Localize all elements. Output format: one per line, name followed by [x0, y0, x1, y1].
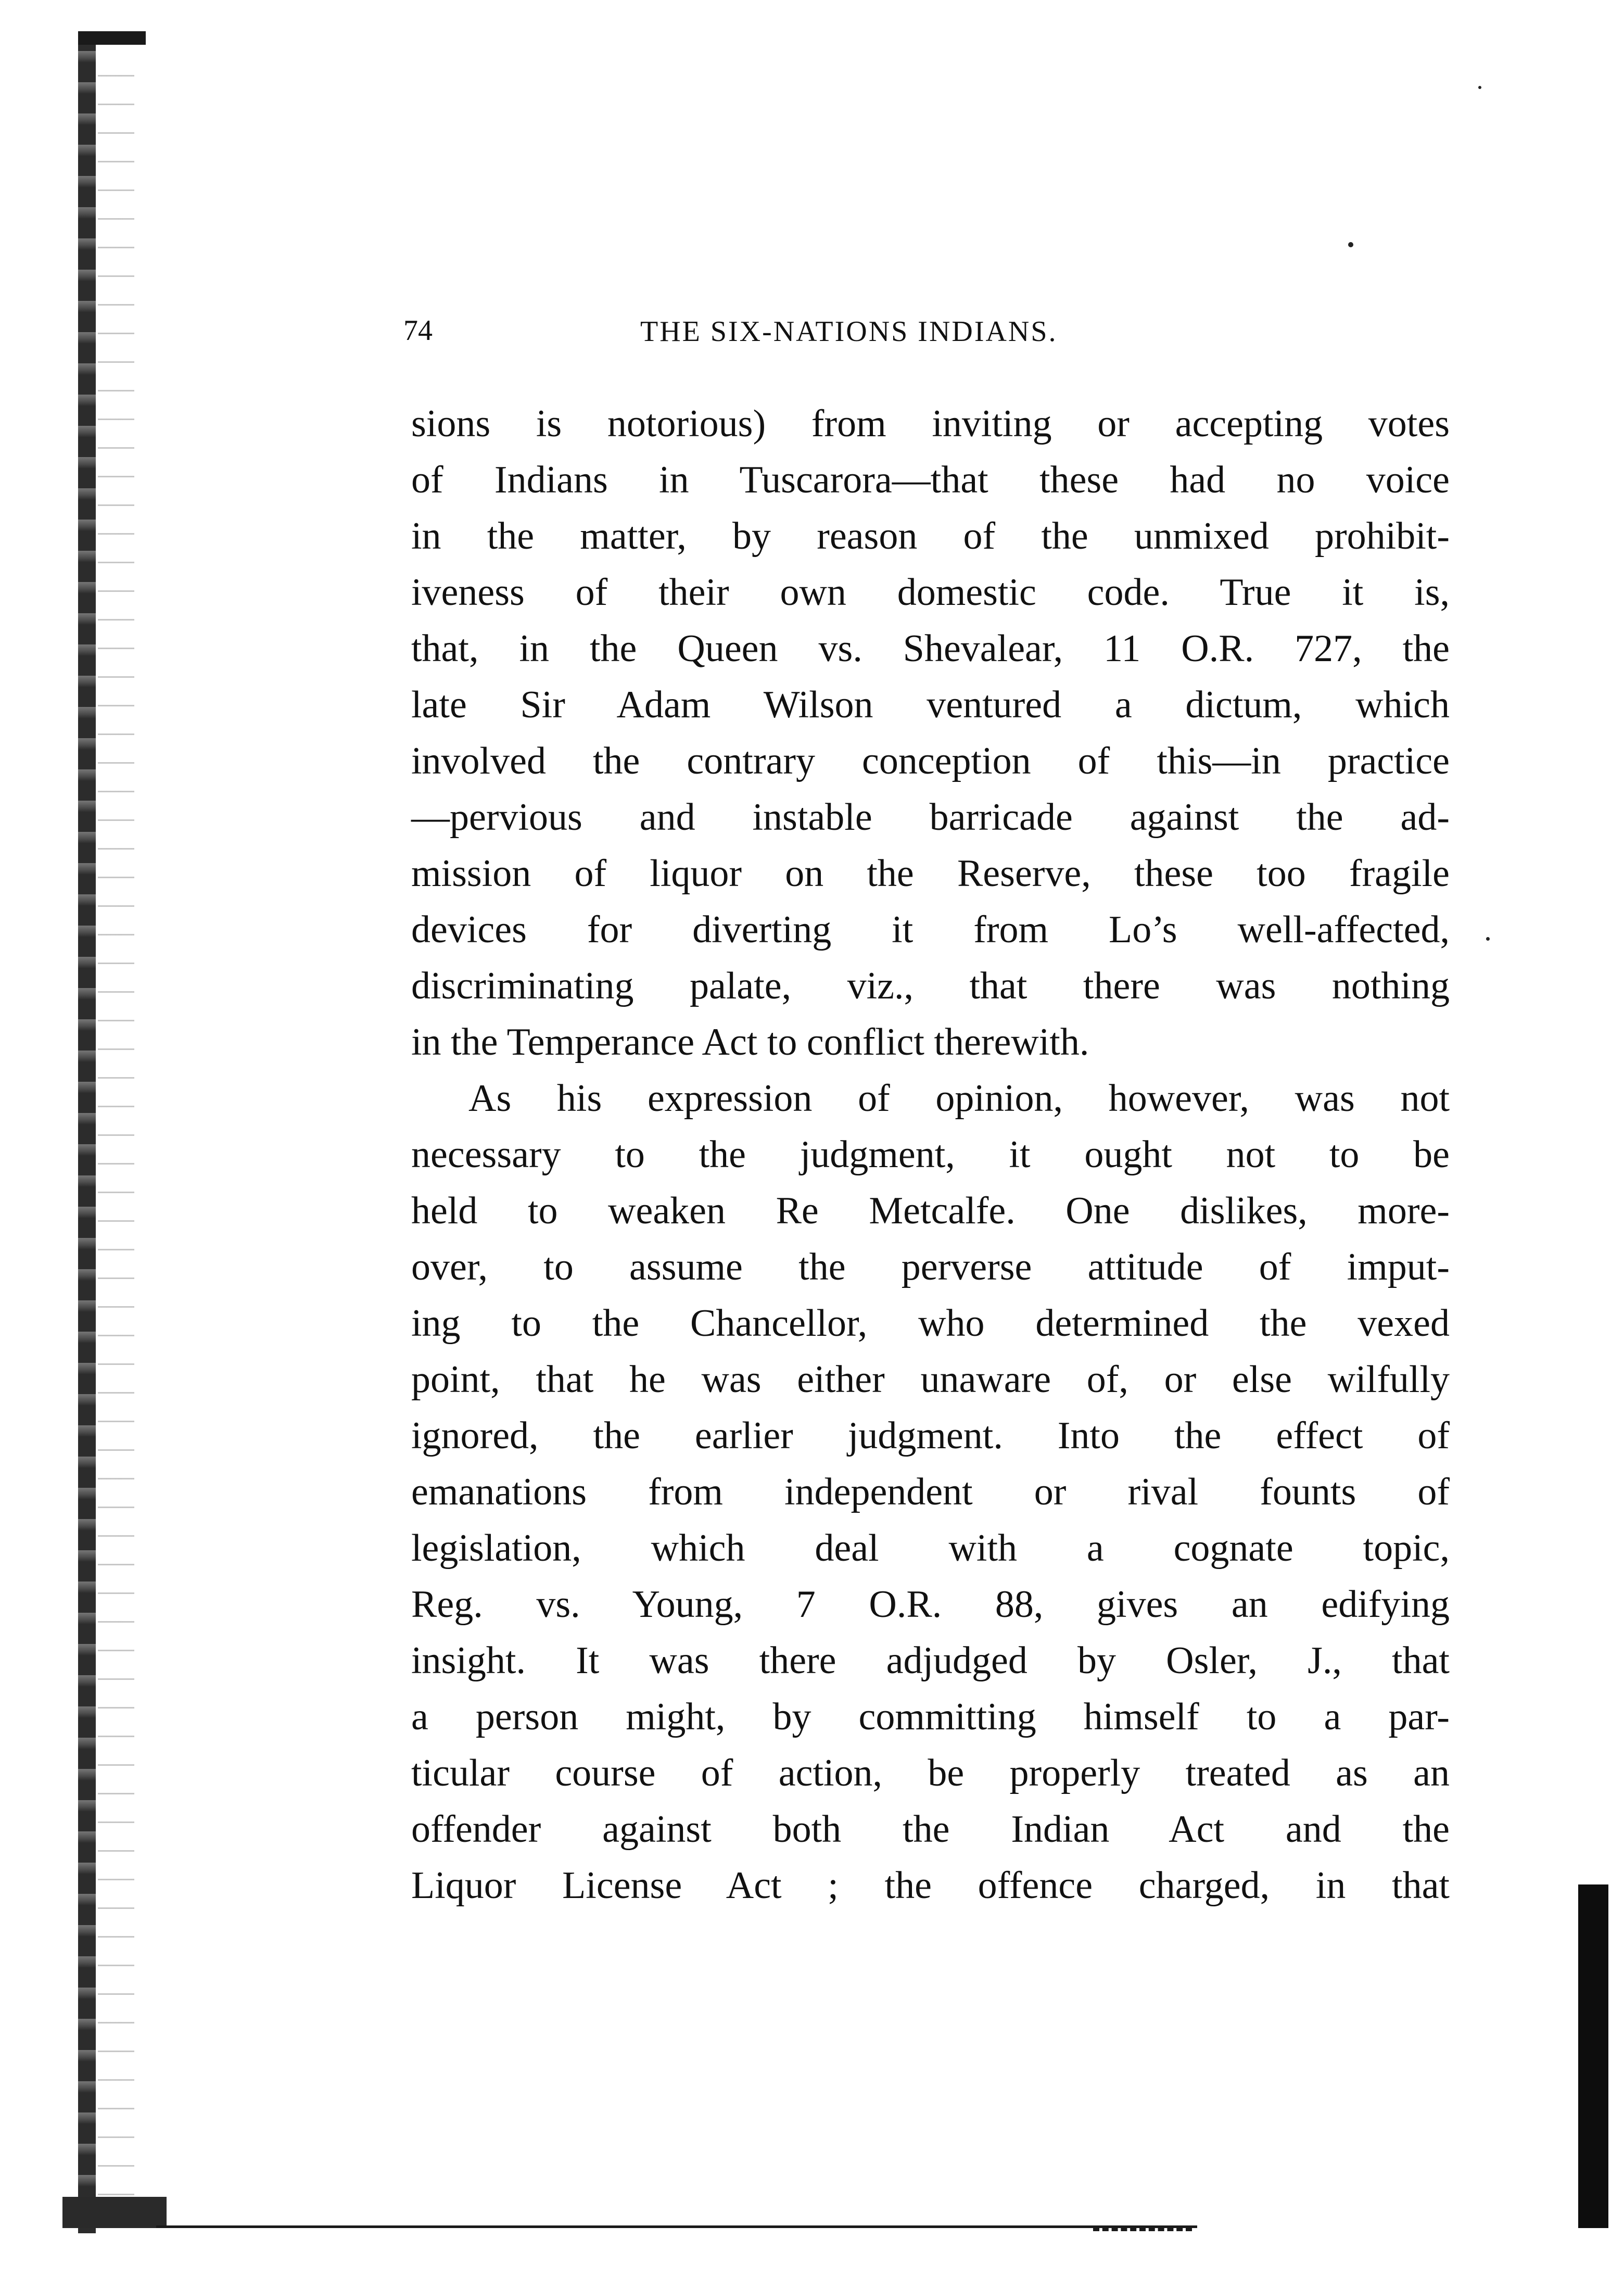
right-edge-bar: [1578, 1884, 1608, 2228]
text-line: held to weaken Re Metcalfe. One dislikes, more-: [411, 1190, 1450, 1232]
text-line: sions is notorious) from inviting or accepting votes: [411, 402, 1450, 445]
text-line: ignored, the earlier judgment. Into the effect of: [411, 1414, 1450, 1457]
text-line: Reg. vs. Young, 7 O.R. 88, gives an edifying: [411, 1583, 1450, 1626]
text-line: mission of liquor on the Reserve, these too fragile: [411, 852, 1450, 895]
text-line: involved the contrary conception of this—in practice: [411, 740, 1450, 782]
text-line: late Sir Adam Wilson ventured a dictum, which: [411, 684, 1450, 726]
text-line: Liquor License Act ; the offence charged, in that: [411, 1864, 1450, 1907]
text-line: over, to assume the perverse attitude of imput-: [411, 1246, 1450, 1288]
bottom-rule: [156, 2225, 1197, 2228]
text-line: in the matter, by reason of the unmixed prohibit-: [411, 515, 1450, 558]
text-line: ticular course of action, be properly treated as an: [411, 1752, 1450, 1794]
binding-bottom-mark: [62, 2197, 167, 2228]
bottom-dashes: [1093, 2228, 1192, 2231]
speck: [1348, 242, 1353, 247]
text-line: of Indians in Tuscarora—that these had no voice: [411, 459, 1450, 501]
text-line: necessary to the judgment, it ought not to be: [411, 1133, 1450, 1176]
running-head-title: THE SIX-NATIONS INDIANS.: [640, 315, 1058, 348]
body-text: [411, 396, 1450, 1914]
text-line: iveness of their own domestic code. True it is,: [411, 571, 1450, 614]
text-line: discriminating palate, viz., that there was nothing: [411, 965, 1450, 1007]
text-line: a person might, by committing himself to a par-: [411, 1696, 1450, 1738]
text-line: emanations from independent or rival founts of: [411, 1471, 1450, 1513]
text-line: ing to the Chancellor, who determined the vexed: [411, 1302, 1450, 1345]
text-line: —pervious and instable barricade against the ad-: [411, 796, 1450, 839]
speck: [1478, 86, 1481, 89]
text-line: that, in the Queen vs. Shevalear, 11 O.R. 727, the: [411, 627, 1450, 670]
text-line: legislation, which deal with a cognate topic,: [411, 1527, 1450, 1570]
speck: [1486, 937, 1490, 941]
binding-edge: [78, 31, 96, 2233]
page-number: 74: [403, 314, 433, 347]
binding-speckle: [98, 62, 134, 2223]
text-line: point, that he was either unaware of, or else wilfully: [411, 1358, 1450, 1401]
text-line: devices for diverting it from Lo’s well-affected,: [411, 908, 1450, 951]
text-line: offender against both the Indian Act and the: [411, 1808, 1450, 1851]
text-line: insight. It was there adjudged by Osler, J., that: [411, 1639, 1450, 1682]
paragraph-first-line: As his expression of opinion, however, was not: [468, 1077, 1450, 1120]
paragraph-last-line: in the Temperance Act to conflict therewith.: [411, 1021, 1089, 1064]
